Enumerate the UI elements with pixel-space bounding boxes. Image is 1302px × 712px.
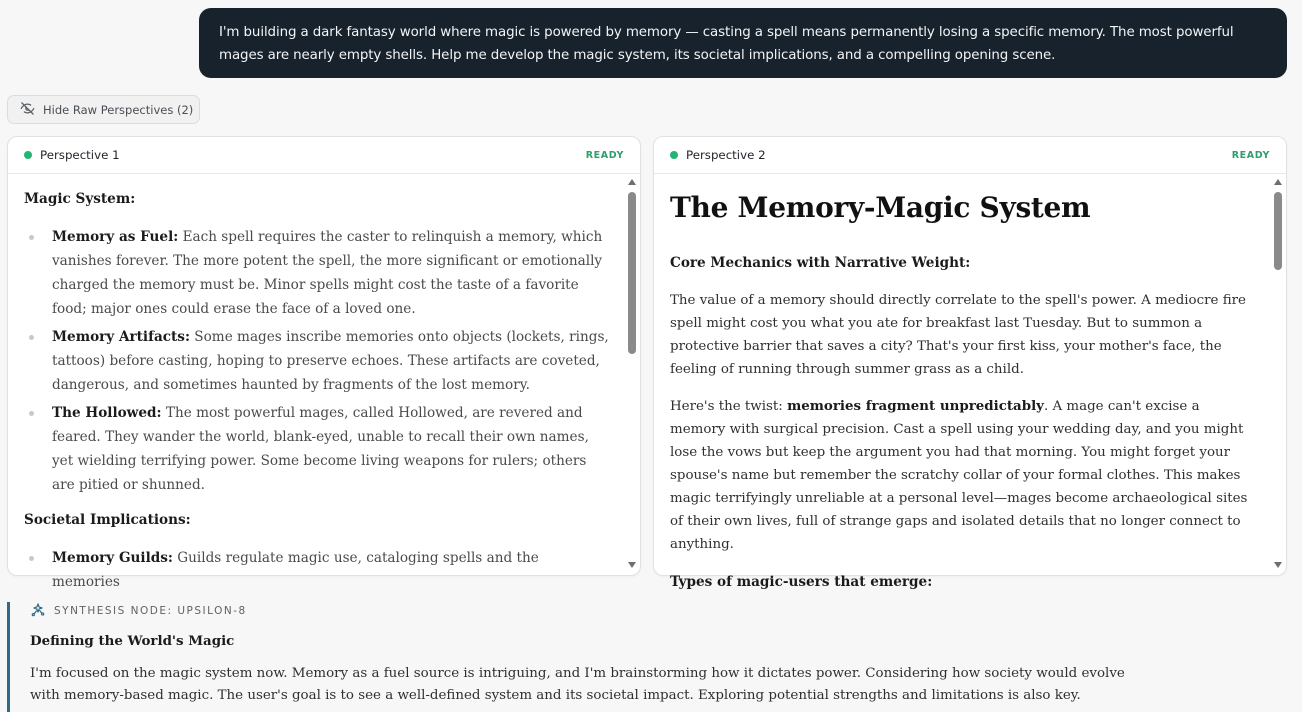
perspective-1-scrollbar[interactable]	[624, 175, 640, 575]
paragraph-2-rest: . A mage can't excise a memory with surgical precision. Cast a spell using your wedding day, and you might lose the vows but keep the argument you had that morning. You might forget your spouse's name but remember the scratchy collar of your formal clothes. This makes magic terrifyingly unreliable at a personal level—mages become archaeological sites of their own lives, full of strange gaps and isolated details that no longer connect to anything.	[670, 399, 1248, 552]
list-item-text: Each spell requires the caster to relinquish a memory, which vanishes forever. The more potent the spell, the more significant or emotionally charged the memory must be. Minor spells might cost the taste of a favorite food; major ones could erase the face of a loved one.	[52, 229, 603, 317]
perspective-2-panel	[653, 136, 1287, 590]
perspective-1-title: Perspective 1	[40, 148, 120, 162]
core-mechanics-heading: Core Mechanics with Narrative Weight:	[670, 255, 971, 271]
magic-users-heading: Types of magic-users that emerge:	[670, 574, 933, 590]
perspective-2-status: READY	[1231, 149, 1270, 161]
ready-status-dot	[670, 151, 678, 159]
paragraph-2-emphasis: memories fragment unpredictably	[787, 398, 1044, 414]
perspective-1-header	[8, 137, 640, 174]
societal-list	[24, 546, 610, 594]
eye-off-icon	[20, 101, 35, 119]
perspective-2-header	[654, 137, 1286, 174]
list-item	[24, 325, 610, 397]
list-item-term: The Hollowed:	[52, 405, 162, 421]
list-item-term: Memory Guilds:	[52, 550, 173, 566]
paragraph-1: The value of a memory should directly correlate to the spell's power. A mediocre fire spell might cost you what you ate for breakfast last Tuesday. But to summon a protective barrier that saves a city? That's your first kiss, your mother's face, the feeling of running through summer grass as a child.	[670, 293, 1246, 377]
list-item	[24, 401, 610, 497]
section-heading-magic-system: Magic System:	[24, 191, 136, 207]
list-item-term: Memory as Fuel:	[52, 229, 179, 245]
perspective-1-content	[8, 175, 626, 590]
magic-system-list	[24, 225, 610, 497]
list-item-text: Guilds regulate magic use, cataloging spells and the memories	[52, 550, 539, 590]
scroll-thumb[interactable]	[1274, 192, 1282, 270]
hide-raw-perspectives-button[interactable]	[7, 95, 200, 124]
scroll-up-arrow-icon[interactable]	[628, 179, 636, 185]
ready-status-dot	[24, 151, 32, 159]
synthesis-text: I'm focused on the magic system now. Memory as a fuel source is intriguing, and I'm brainstorming how it dictates power. Considering how society would evolve with memory-based magic. The user's goal is to see a well-defined system and its societal impact. Exploring potential strengths and limitations is also key.	[30, 666, 1125, 703]
scroll-up-arrow-icon[interactable]	[1274, 179, 1282, 185]
synthesis-label-row	[30, 602, 1297, 620]
user-message-bubble	[199, 8, 1287, 78]
perspective-2-scrollbar[interactable]	[1270, 175, 1286, 575]
sparkle-network-icon	[30, 602, 46, 621]
user-message-text: I'm building a dark fantasy world where magic is powered by memory — casting a spell means permanently losing a specific memory. The most powerful mages are nearly empty shells. Help me develop the magic system, its societal implications, and a compelling opening scene.	[219, 25, 1234, 63]
hide-raw-perspectives-label: Hide Raw Perspectives (2)	[43, 102, 194, 117]
scroll-down-arrow-icon[interactable]	[628, 562, 636, 568]
paragraph-2	[670, 395, 1256, 556]
synthesis-node	[7, 602, 1297, 712]
perspective-1-status: READY	[585, 149, 624, 161]
section-heading-societal: Societal Implications:	[24, 512, 191, 528]
perspective-1-panel	[7, 136, 641, 590]
perspective-2-heading: The Memory-Magic System	[670, 191, 1091, 224]
perspective-2-content	[654, 175, 1272, 590]
list-item	[24, 225, 610, 321]
list-item	[24, 546, 610, 594]
scroll-down-arrow-icon[interactable]	[1274, 562, 1282, 568]
synthesis-label: SYNTHESIS NODE: UPSILON-8	[54, 605, 247, 617]
perspective-2-title: Perspective 2	[686, 148, 766, 162]
list-item-text: Some mages inscribe memories onto objects (lockets, rings, tattoos) before casting, hoping to preserve echoes. These artifacts are coveted, dangerous, and sometimes haunted by fragments of the lost memory.	[52, 329, 609, 393]
scroll-thumb[interactable]	[628, 192, 636, 354]
synthesis-title: Defining the World's Magic	[30, 633, 235, 649]
list-item-term: Memory Artifacts:	[52, 329, 190, 345]
list-item-text: The most powerful mages, called Hollowed, are revered and feared. They wander the world, blank-eyed, unable to recall their own names, yet wielding terrifying power. Some become living weapons for rulers; others are pitied or shunned.	[52, 405, 589, 493]
paragraph-2-prefix: Here's the twist:	[670, 399, 788, 414]
